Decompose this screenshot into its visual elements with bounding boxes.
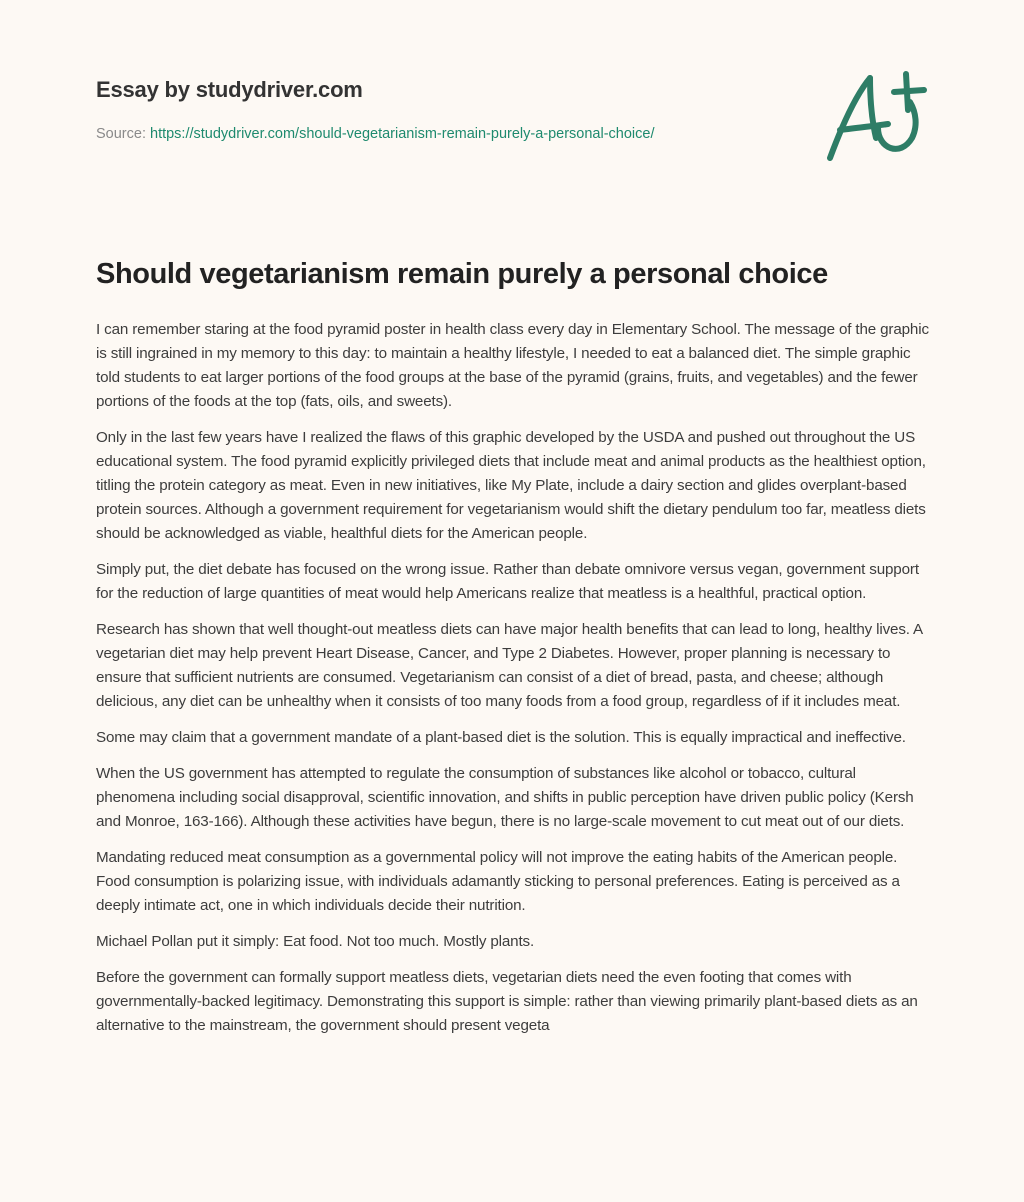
a-plus-icon bbox=[820, 66, 930, 166]
essay-paragraph: Simply put, the diet debate has focused on the wrong issue. Rather than debate omnivore versus vegan, government support for the reduction of large quantities of meat would help Americans realize that meatless is a healthful, practical option. bbox=[96, 561, 919, 602]
essay-title: Should vegetarianism remain purely a personal choice bbox=[96, 258, 828, 290]
source-link[interactable]: https://studydriver.com/should-vegetarianism-remain-purely-a-personal-choice/ bbox=[150, 126, 655, 142]
essay-content bbox=[96, 252, 932, 1050]
essay-paragraph: Research has shown that well thought-out meatless diets can have major health benefits that can lead to long, healthy lives. A vegetarian diet may help prevent Heart Disease, Cancer, and Type 2 Diabetes. However, proper planning is necessary to ensure that sufficient nutrients are consumed. Vegetarianism can consist of a diet of bread, pasta, and cheese; although delicious, any diet can be unhealthy when it consists of too many foods from a food group, regardless of if it includes meat. bbox=[96, 621, 923, 710]
essay-paragraph: Only in the last few years have I realized the flaws of this graphic developed by the USDA and pushed out throughout the US educational system. The food pyramid explicitly privileged diets that include meat and animal products as the healthiest option, titling the protein category as meat. Even in new initiatives, like My Plate, include a dairy section and glides overplant-based protein sources. Although a government requirement for vegetarianism would shift the dietary pendulum too far, meatless diets should be acknowledged as viable, healthful diets for the American people. bbox=[96, 429, 926, 542]
essay-paragraph: When the US government has attempted to regulate the consumption of substances like alcohol or tobacco, cultural phenomena including social disapproval, scientific innovation, and shifts in public perception have driven public policy (Kersh and Monroe, 163-166). Although these activities have begun, there is no large-scale movement to cut meat out of our diets. bbox=[96, 765, 914, 830]
essay-paragraph: Some may claim that a government mandate of a plant-based diet is the solution. This is equally impractical and ineffective. bbox=[96, 729, 906, 746]
essay-paragraph: Before the government can formally support meatless diets, vegetarian diets need the even footing that comes with governmentally-backed legitimacy. Demonstrating this support is simple: rather than viewing primarily plant-based diets as an alternative to the mainstream, the government should present vegeta bbox=[96, 969, 918, 1034]
site-title: Essay by studydriver.com bbox=[96, 77, 363, 102]
page-header bbox=[96, 76, 796, 144]
source-label: Source: bbox=[96, 126, 150, 142]
essay-paragraph: Michael Pollan put it simply: Eat food. Not too much. Mostly plants. bbox=[96, 933, 535, 950]
source-line bbox=[96, 124, 796, 144]
a-plus-logo bbox=[820, 66, 930, 166]
essay-paragraph: Mandating reduced meat consumption as a governmental policy will not improve the eating habits of the American people. Food consumption is polarizing issue, with individuals adamantly sticking to personal preferences. Eating is perceived as a deeply intimate act, one in which individuals decide their nutrition. bbox=[96, 849, 900, 914]
essay-paragraph: I can remember staring at the food pyramid poster in health class every day in Elementary School. The message of the graphic is still ingrained in my memory to this day: to maintain a healthy lifestyle, I needed to eat a balanced diet. The simple graphic told students to eat larger portions of the food groups at the base of the pyramid (grains, fruits, and vegetables) and the fewer portions of the foods at the top (fats, oils, and sweets). bbox=[96, 321, 929, 410]
